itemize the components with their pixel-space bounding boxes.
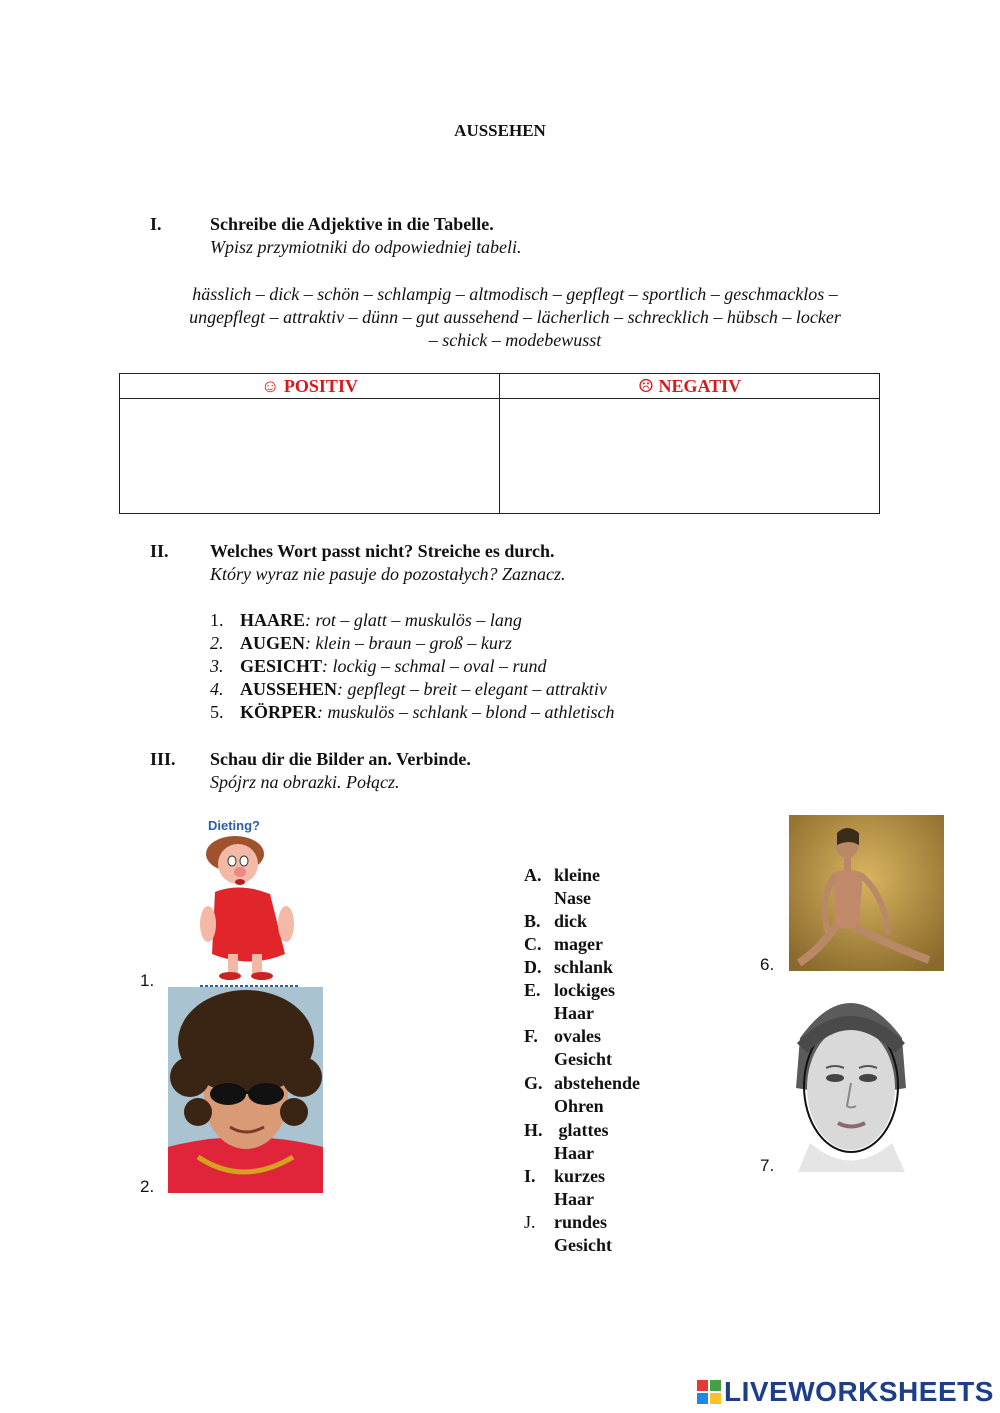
option-text: glattes — [554, 1120, 609, 1140]
picture-1-cartoon-woman — [190, 814, 308, 990]
option-text: ovales — [554, 1026, 601, 1046]
word-bank-line: hässlich – dick – schön – schlampig – altmodisch – gepflegt – sportlich – geschmacklos – — [192, 284, 838, 304]
adjective-table — [119, 373, 880, 514]
item-number: 1. — [210, 610, 224, 630]
negative-column-header: ☹ NEGATIV — [500, 374, 880, 399]
item-category: AUSSEHEN — [240, 679, 338, 699]
picture-6-number: 6. — [760, 955, 775, 974]
option-text: Gesicht — [554, 1049, 612, 1069]
option-text: Nase — [554, 888, 591, 908]
item-options[interactable]: : rot – glatt – muskulös – lang — [305, 610, 522, 630]
item-options[interactable]: : gepflegt – breit – elegant – attraktiv — [337, 679, 607, 699]
option-text: Gesicht — [554, 1235, 612, 1255]
option-text: rundes — [554, 1212, 608, 1232]
option-item[interactable] — [524, 1072, 640, 1118]
option-item[interactable] — [524, 933, 603, 956]
word-bank-line: – schick – modebewusst — [428, 330, 602, 350]
negative-answer-cell[interactable] — [500, 399, 880, 514]
option-item[interactable] — [524, 1211, 612, 1257]
option-item[interactable] — [524, 864, 600, 910]
section-1-subheading: Wpisz przymiotniki do odpowiedniej tabeli. — [210, 237, 522, 257]
item-options[interactable]: : muskulös – schlank – blond – athletisch — [317, 702, 615, 722]
picture-2-number: 2. — [140, 1177, 155, 1196]
section-2-number: II. — [150, 541, 169, 561]
odd-word-item — [210, 633, 512, 654]
section-3-heading: Schau dir die Bilder an. Verbinde. — [210, 749, 471, 769]
option-text: dick — [554, 911, 588, 931]
option-text: abstehende — [554, 1073, 641, 1093]
positive-column-header: ☺ POSITIV — [120, 374, 500, 399]
word-bank — [130, 283, 900, 352]
option-letter: D. — [524, 957, 542, 977]
option-text: mager — [554, 934, 603, 954]
liveworksheets-grid-icon — [697, 1380, 721, 1404]
option-text: Haar — [554, 1003, 594, 1023]
option-item[interactable] — [524, 979, 615, 1025]
item-options[interactable]: : klein – braun – groß – kurz — [305, 633, 512, 653]
option-text: lockiges — [554, 980, 615, 1000]
option-item[interactable] — [524, 1119, 608, 1165]
liveworksheets-logo — [697, 1376, 994, 1408]
positive-answer-cell[interactable] — [120, 399, 500, 514]
picture-7-oval-face — [780, 978, 920, 1172]
option-letter: H. — [524, 1120, 543, 1140]
option-item[interactable] — [524, 1025, 612, 1071]
option-item[interactable] — [524, 910, 587, 933]
liveworksheets-brand-text: LIVEWORKSHEETS — [724, 1376, 994, 1407]
option-item[interactable] — [524, 956, 613, 979]
item-number: 4. — [210, 679, 224, 699]
picture-1-caption: Dieting? — [208, 818, 260, 833]
option-text: kleine — [554, 865, 601, 885]
section-2-heading: Welches Wort passt nicht? Streiche es durch. — [210, 541, 555, 561]
section-2-subheading: Który wyraz nie pasuje do pozostałych? Zaznacz. — [210, 564, 566, 584]
option-letter: B. — [524, 911, 541, 931]
item-options[interactable]: : lockig – schmal – oval – rund — [322, 656, 547, 676]
picture-1-number: 1. — [140, 971, 155, 990]
page-title: AUSSEHEN — [454, 121, 546, 140]
section-3-number: III. — [150, 749, 176, 769]
option-letter: C. — [524, 934, 542, 954]
option-text: schlank — [554, 957, 614, 977]
item-number: 5. — [210, 702, 224, 722]
word-bank-line: ungepflegt – attraktiv – dünn – gut aussehend – lächerlich – schrecklich – hübsch – locker — [189, 307, 841, 327]
item-category: KÖRPER — [240, 702, 318, 722]
picture-6-thin-woman — [789, 815, 944, 971]
item-category: AUGEN — [240, 633, 306, 653]
option-text: Haar — [554, 1189, 594, 1209]
option-letter: G. — [524, 1073, 543, 1093]
option-text: Ohren — [554, 1096, 604, 1116]
item-category: GESICHT — [240, 656, 323, 676]
picture-2-curly-haired-man — [168, 987, 323, 1193]
odd-word-item — [210, 656, 547, 677]
option-text: Haar — [554, 1143, 594, 1163]
section-1-number: I. — [150, 214, 162, 234]
option-text: kurzes — [554, 1166, 605, 1186]
option-letter: A. — [524, 865, 542, 885]
item-number: 2. — [210, 633, 224, 653]
option-letter: J. — [524, 1212, 536, 1232]
option-item[interactable] — [524, 1165, 605, 1211]
option-letter: E. — [524, 980, 541, 1000]
option-letter: F. — [524, 1026, 538, 1046]
item-category: HAARE — [240, 610, 306, 630]
section-3-subheading: Spójrz na obrazki. Połącz. — [210, 772, 400, 792]
odd-word-item — [210, 679, 607, 700]
item-number: 3. — [210, 656, 224, 676]
option-letter: I. — [524, 1166, 536, 1186]
odd-word-item — [210, 610, 522, 631]
odd-word-item — [210, 702, 614, 723]
picture-7-number: 7. — [760, 1156, 775, 1175]
section-1-heading: Schreibe die Adjektive in die Tabelle. — [210, 214, 494, 234]
